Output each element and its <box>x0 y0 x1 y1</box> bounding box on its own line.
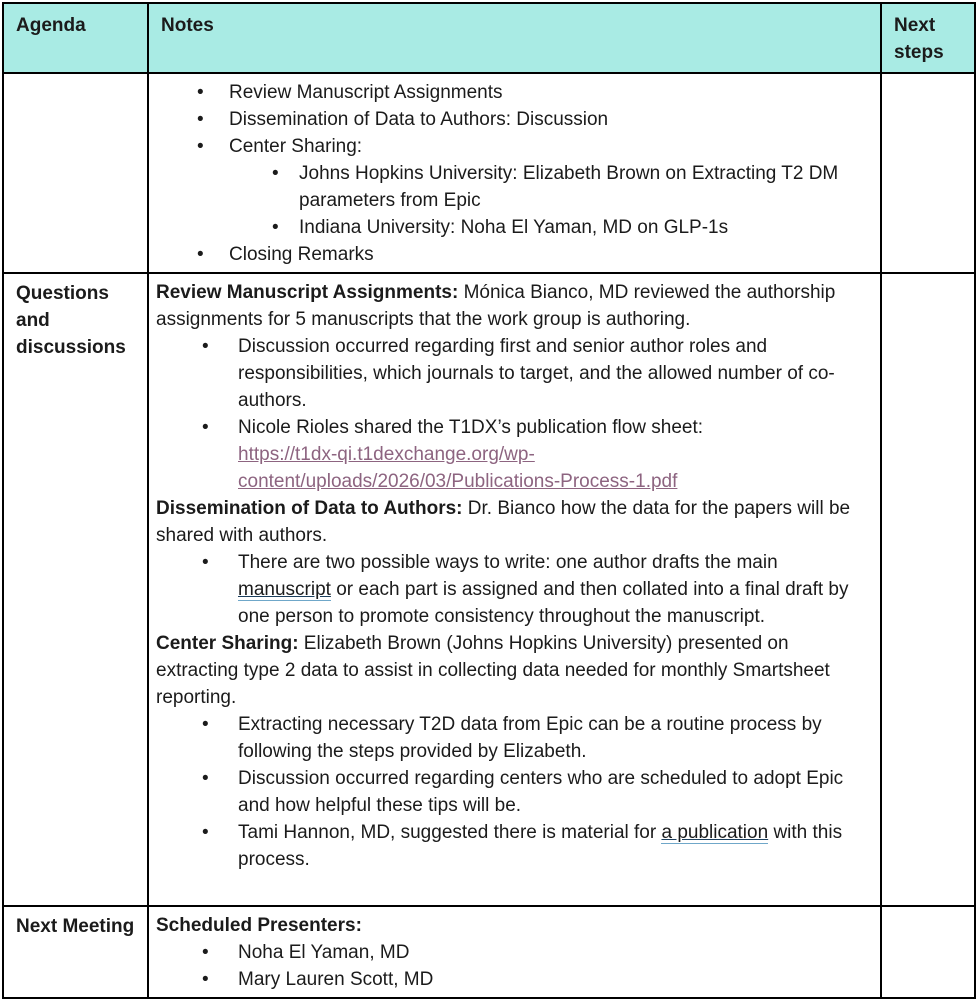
bullet-icon: • <box>202 552 209 573</box>
bullet-icon: • <box>202 969 209 990</box>
list-item-text: Discussion occurred regarding first and senior author roles and responsibilities, which journals to target, and the allowed number of co-authors. <box>238 336 835 411</box>
publications-process-link[interactable] <box>238 444 677 492</box>
list-item-text: Center Sharing: <box>229 136 363 157</box>
list-item-lead-text: Nicole Rioles shared the T1DX’s publication flow sheet: <box>238 417 704 438</box>
list-item <box>197 241 870 268</box>
paragraph-lead-in: Scheduled Presenters: <box>156 915 362 936</box>
list-item <box>197 79 870 106</box>
list-item-text: Dissemination of Data to Authors: Discussion <box>229 109 609 130</box>
bullet-icon: • <box>202 822 209 843</box>
bullet-icon: • <box>197 109 204 130</box>
sub-list-item <box>272 160 870 214</box>
list-item <box>197 133 870 160</box>
sub-list-item-text: Johns Hopkins University: Elizabeth Brown on Extracting T2 DM parameters from Epic <box>299 163 839 211</box>
list-item <box>202 765 870 819</box>
agenda-cell-questions: Questions and discussions <box>3 273 148 906</box>
link-line-2: content/uploads/2026/03/Publications-Process-1.pdf <box>238 471 678 492</box>
column-header-agenda: Agenda <box>3 3 148 73</box>
list-item <box>202 939 870 966</box>
bullet-icon: • <box>202 714 209 735</box>
list-item-text-segment: Tami Hannon, MD, suggested there is material for <box>238 822 662 843</box>
list-item <box>202 819 870 873</box>
bullet-icon: • <box>202 768 209 789</box>
list-item-text <box>238 549 870 630</box>
list-item-text: Discussion occurred regarding centers who are scheduled to adopt Epic and how helpful these tips will be. <box>238 768 844 816</box>
agenda-cell-next-meeting: Next Meeting <box>3 906 148 998</box>
next-steps-cell <box>881 906 975 998</box>
meeting-notes-table <box>2 2 976 999</box>
paragraph-lead-in: Review Manuscript Assignments: <box>156 282 459 303</box>
list-item-text: Mary Lauren Scott, MD <box>238 969 434 990</box>
list-item-text <box>238 819 870 873</box>
list-item <box>202 966 870 993</box>
link-line-1: https://t1dx-qi.t1dexchange.org/wp- <box>238 444 535 465</box>
bullet-icon: • <box>202 336 209 357</box>
bullet-icon: • <box>272 163 279 184</box>
list-item-text-segment: or each part is assigned and then collated into a final draft by one person to promote consistency throughout the manuscript. <box>238 579 849 627</box>
list-item-text: Extracting necessary T2D data from Epic can be a routine process by following the steps provided by Elizabeth. <box>238 714 822 762</box>
sub-list-item-text: Indiana University: Noha El Yaman, MD on GLP-1s <box>299 217 729 238</box>
list-item <box>202 414 870 495</box>
paragraph-scheduled-presenters <box>156 912 870 939</box>
list-item-text <box>238 414 703 495</box>
paragraph-text: Elizabeth Brown (Johns Hopkins University) presented on extracting type 2 data to assist in collecting data needed for monthly Smartsheet reporting. <box>156 633 830 708</box>
bullet-icon: • <box>202 417 209 438</box>
notes-cell-next-meeting <box>148 906 881 998</box>
list-item <box>202 549 870 630</box>
list-item-text: Review Manuscript Assignments <box>229 82 503 103</box>
list-item-text: Closing Remarks <box>229 244 374 265</box>
list-item-text-segment: There are two possible ways to write: one author drafts the main <box>238 552 778 573</box>
next-steps-cell <box>881 273 975 906</box>
column-header-next-steps: Next steps <box>881 3 975 73</box>
list-item <box>202 333 870 414</box>
paragraph-center-sharing <box>156 630 870 711</box>
table-row-questions-discussions <box>3 273 975 906</box>
next-steps-cell <box>881 73 975 273</box>
table-row-agenda-overview <box>3 73 975 273</box>
paragraph-text: Mónica Bianco, MD reviewed the authorship assignments for 5 manuscripts that the work group is authoring. <box>156 282 836 330</box>
underlined-word-manuscript: manuscript <box>238 579 331 600</box>
table-row-next-meeting <box>3 906 975 998</box>
paragraph-lead-in: Center Sharing: <box>156 633 299 654</box>
notes-cell-questions <box>148 273 881 906</box>
list-item-text: Noha El Yaman, MD <box>238 942 410 963</box>
paragraph-text: Dr. Bianco how the data for the papers will be shared with authors. <box>156 498 851 546</box>
bullet-icon: • <box>197 244 204 265</box>
list-item <box>197 106 870 133</box>
column-header-notes: Notes <box>148 3 881 73</box>
notes-cell-agenda-overview <box>148 73 881 273</box>
list-item <box>202 711 870 765</box>
bullet-icon: • <box>202 942 209 963</box>
paragraph-dissemination <box>156 495 870 549</box>
list-item-text-segment: with this process. <box>238 822 843 870</box>
bullet-icon: • <box>197 82 204 103</box>
bullet-icon: • <box>272 217 279 238</box>
agenda-cell-empty <box>3 73 148 273</box>
sub-list-item <box>272 214 870 241</box>
paragraph-review-manuscripts <box>156 279 870 333</box>
table-header-row <box>3 3 975 73</box>
bullet-icon: • <box>197 136 204 157</box>
paragraph-lead-in: Dissemination of Data to Authors: <box>156 498 463 519</box>
underlined-phrase-a-publication: a publication <box>661 822 769 843</box>
